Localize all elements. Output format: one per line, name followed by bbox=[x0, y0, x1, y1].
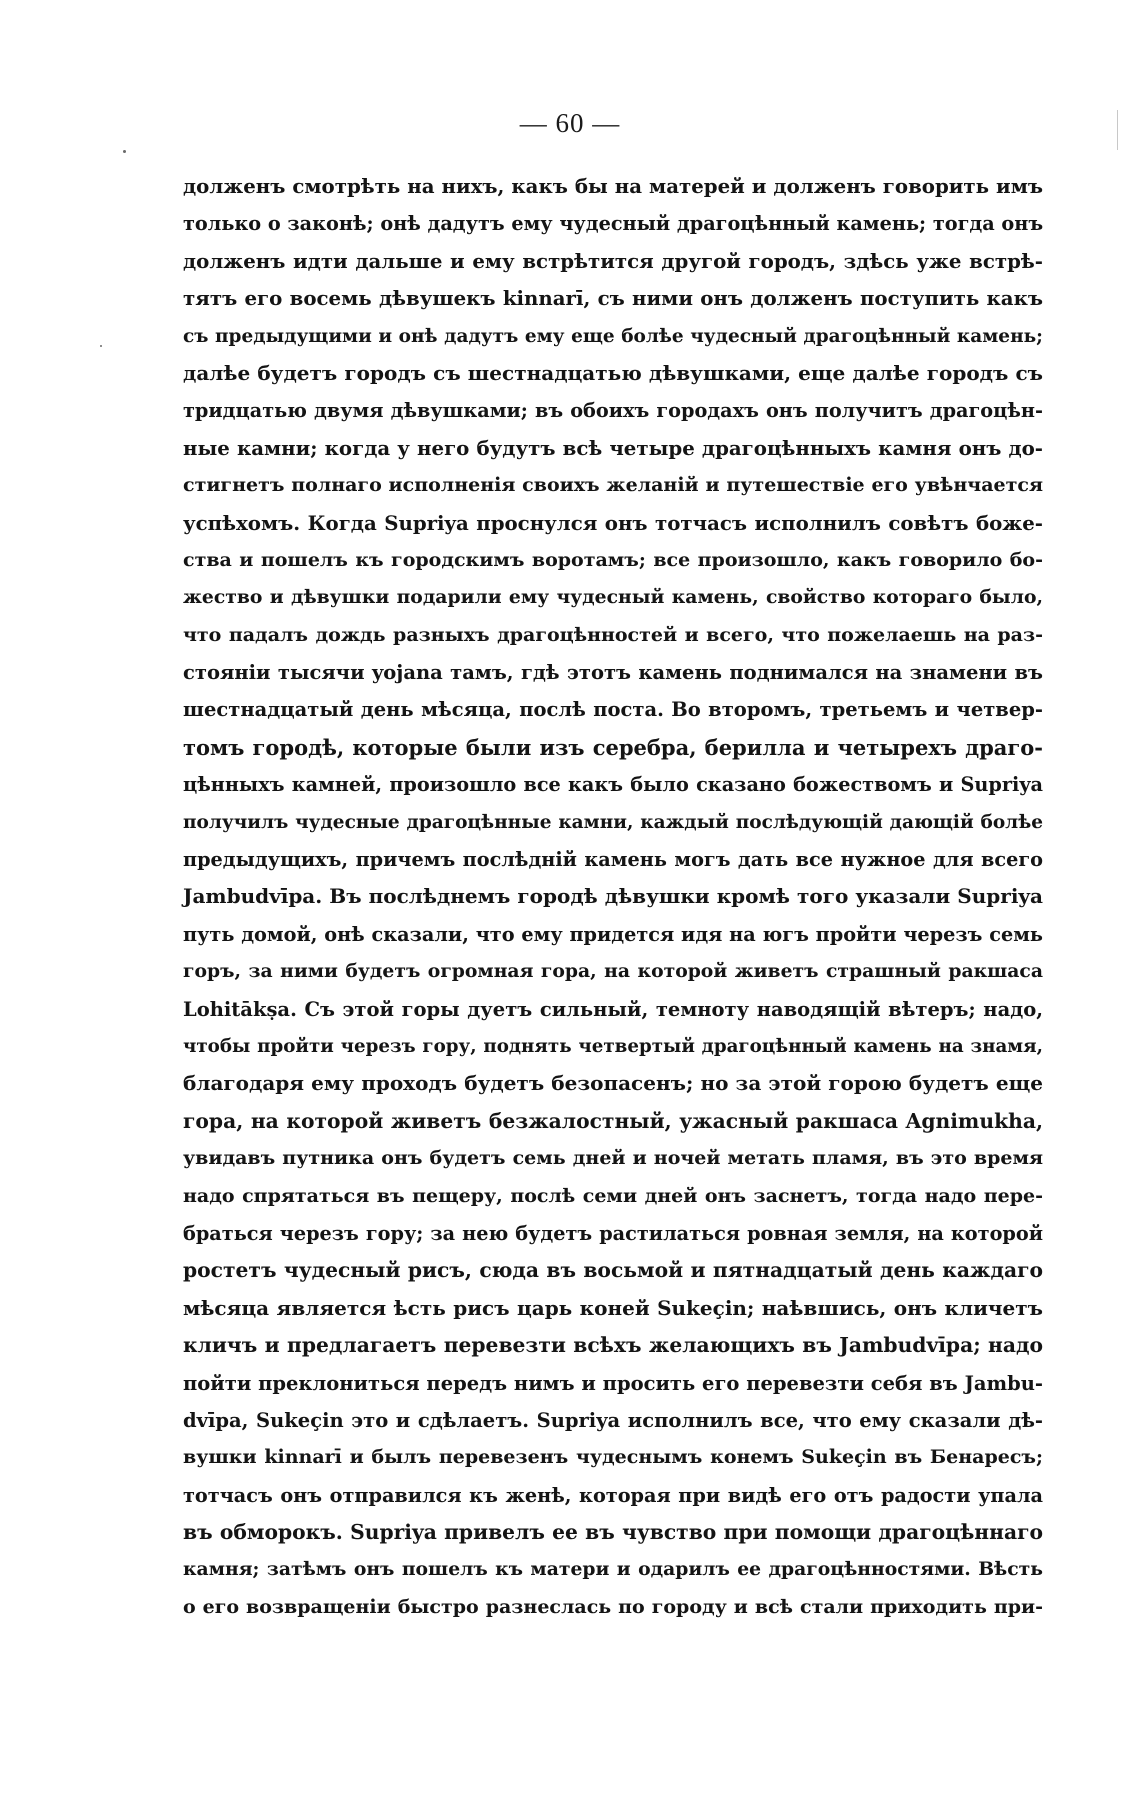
body-text bbox=[183, 168, 1043, 1626]
text-line: съ предыдущими и онѣ дадутъ ему еще болѣе чудесный драгоцѣнный камень; bbox=[183, 325, 1043, 347]
text-line: горъ, за ними будетъ огромная гора, на которой живетъ страшный ракшаса bbox=[183, 960, 1043, 983]
text-line: надо спрятаться въ пещеру, послѣ семи дней онъ заснетъ, тогда надо пере- bbox=[183, 1184, 1043, 1207]
text-line: шестнадцатый день мѣсяца, послѣ поста. Во второмъ, третьемъ и четвер- bbox=[183, 698, 1043, 722]
text-line: долженъ смотрѣть на нихъ, какъ бы на матерей и долженъ говорить имъ bbox=[183, 174, 1043, 198]
text-line: ства и пошелъ къ городскимъ воротамъ; все произошло, какъ говорило бо- bbox=[183, 548, 1043, 571]
text-line: кличъ и предлагаетъ перевезти всѣхъ желающихъ въ Jambudvīpa; надо bbox=[183, 1333, 1043, 1358]
text-line: пойти преклониться передъ нимъ и просить его перевезти себя въ Jambu- bbox=[183, 1371, 1043, 1395]
text-line: только о законѣ; онѣ дадутъ ему чудесный драгоцѣнный камень; тогда онъ bbox=[183, 212, 1044, 236]
scan-speck bbox=[123, 150, 126, 153]
text-line: успѣхомъ. Когда Supriya проснулся онъ тотчасъ исполнилъ совѣтъ боже- bbox=[183, 510, 1043, 535]
text-line: камня; затѣмъ онъ пошелъ къ матери и одарилъ ее драгоцѣнностями. Вѣсть bbox=[183, 1558, 1043, 1581]
text-line: о его возвращеніи быстро разнеслась по городу и всѣ стали приходить при- bbox=[183, 1595, 1043, 1618]
text-line: мѣсяца является ѣсть рисъ царь коней Sukeçin; наѣвшись, онъ кличетъ bbox=[183, 1295, 1043, 1320]
text-line: увидавъ путника онъ будетъ семь дней и ночей метать пламя, въ это время bbox=[183, 1147, 1043, 1170]
text-line: путь домой, онѣ сказали, что ему придется идя на югъ пройти черезъ семь bbox=[183, 922, 1043, 946]
text-line: тятъ его восемь дѣвушекъ kinnarī, съ ними онъ долженъ поступить какъ bbox=[183, 286, 1043, 311]
text-line: стигнетъ полнаго исполненія своихъ желаній и путешествіе его увѣнчается bbox=[183, 474, 1043, 497]
text-line: чтобы пройти черезъ гору, поднять четвертый драгоцѣнный камень на знамя, bbox=[183, 1035, 1043, 1057]
text-line: что падалъ дождь разныхъ драгоцѣнностей и всего, что пожелаешь на раз- bbox=[183, 623, 1043, 646]
text-line: вушки kinnarī и былъ перевезенъ чудеснымъ конемъ Sukeçin въ Бенаресъ; bbox=[183, 1446, 1043, 1469]
text-line: ные камни; когда у него будутъ всѣ четыре драгоцѣнныхъ камня онъ до- bbox=[183, 435, 1043, 460]
text-line: тридцатью двумя дѣвушками; въ обоихъ городахъ онъ получитъ драгоцѣн- bbox=[183, 399, 1043, 423]
page-number: — 60 — bbox=[519, 108, 621, 138]
text-line: dvīpa, Sukeçin это и сдѣлаетъ. Supriya исполнилъ все, что ему сказали дѣ- bbox=[183, 1408, 1043, 1432]
text-line: ростетъ чудесный рисъ, сюда въ восьмой и пятнадцатый день каждаго bbox=[183, 1258, 1043, 1283]
text-line: жество и дѣвушки подарили ему чудесный камень, свойство котораго было, bbox=[183, 586, 1043, 609]
text-line: браться черезъ гору; за нею будетъ растилаться ровная земля, на которой bbox=[183, 1221, 1043, 1245]
text-line: въ обморокъ. Supriya привелъ ее въ чувство при помощи драгоцѣннаго bbox=[183, 1520, 1043, 1545]
text-line: стояніи тысячи yojana тамъ, гдѣ этотъ камень поднимался на знамени въ bbox=[183, 661, 1043, 685]
text-line: благодаря ему проходъ будетъ безопасенъ; но за этой горою будетъ еще bbox=[183, 1071, 1043, 1096]
scan-speck bbox=[100, 345, 102, 347]
text-line: тотчасъ онъ отправился къ женѣ, которая при видѣ его отъ радости упала bbox=[183, 1483, 1043, 1507]
text-line: Lohitākṣa. Съ этой горы дуетъ сильный, темноту наводящій вѣтеръ; надо, bbox=[183, 997, 1043, 1021]
text-line: цѣнныхъ камней, произошло все какъ было сказано божествомъ и Supriya bbox=[183, 773, 1043, 797]
text-line: Jambudvīpa. Въ послѣднемъ городѣ дѣвушки кромѣ того указали Supriya bbox=[183, 884, 1043, 909]
text-line: гора, на которой живетъ безжалостный, ужасный ракшаса Agnimukha, bbox=[183, 1108, 1043, 1133]
text-line: долженъ идти дальше и ему встрѣтится другой городъ, здѣсь уже встрѣ- bbox=[183, 248, 1043, 273]
text-line: далѣе будетъ городъ съ шестнадцатью дѣвушками, еще далѣе городъ съ bbox=[183, 360, 1043, 385]
scan-edge-line bbox=[1117, 110, 1118, 150]
text-line: предыдущихъ, причемъ послѣдній камень могъ дать все нужное для всего bbox=[183, 848, 1043, 872]
text-line: получилъ чудесные драгоцѣнные камни, каждый послѣдующій дающій болѣе bbox=[183, 811, 1043, 833]
text-line: томъ городѣ, которые были изъ серебра, берилла и четырехъ драго- bbox=[183, 734, 1043, 760]
